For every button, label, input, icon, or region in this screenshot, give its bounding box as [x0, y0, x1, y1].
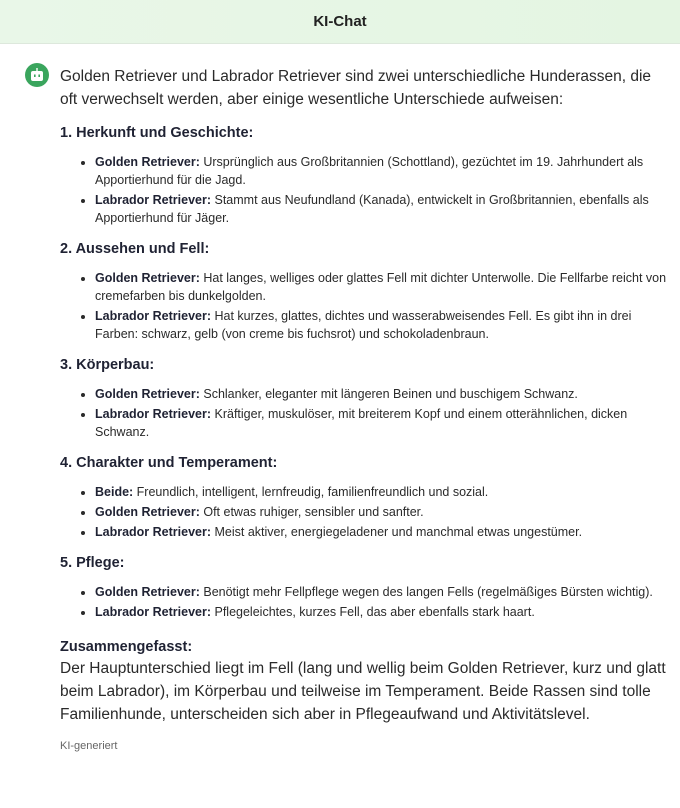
item-text: Ursprünglich aus Großbritannien (Schottland), gezüchtet im 19. Jahrhundert als Apportierhund für die Jagd. [95, 155, 644, 187]
item-label: Labrador Retriever: [95, 525, 212, 539]
chat-header [0, 0, 680, 44]
section-list [95, 153, 670, 227]
item-label: Golden Retriever: [95, 155, 200, 169]
item-label: Labrador Retriever: [95, 193, 212, 207]
summary-title: Zusammengefasst: [60, 639, 193, 655]
section-list [95, 385, 670, 441]
list-item [95, 483, 670, 501]
item-label: Beide: [95, 485, 134, 499]
list-item [95, 385, 670, 403]
item-text: Stammt aus Neufundland (Kanada), entwickelt in Großbritannien, ebenfalls als Apportierhund für Jäger. [95, 193, 649, 225]
item-label: Golden Retriever: [95, 585, 200, 599]
section-heading: 2. Aussehen und Fell: [60, 241, 210, 257]
section-heading: 1. Herkunft und Geschichte: [60, 125, 254, 141]
section-list [95, 269, 670, 343]
summary-text: Der Hauptunterschied liegt im Fell (lang und wellig beim Golden Retriever, kurz und glatt beim Labrador), im Körperbau und teilweise im Temperament. Beide Rassen sind tolle Familienhunde, unterscheiden sich aber in Pflegeaufwand und Aktivitätslevel. [60, 660, 666, 723]
header-title: KI-Chat [313, 13, 367, 30]
list-item [95, 523, 670, 541]
list-item [95, 603, 670, 621]
list-item [95, 269, 670, 305]
ai-generated-label: KI-generiert [60, 740, 118, 752]
item-label: Golden Retriever: [95, 387, 200, 401]
item-label: Labrador Retriever: [95, 605, 212, 619]
item-text: Hat langes, welliges oder glattes Fell mit dichter Unterwolle. Die Fellfarbe reicht von cremefarben bis dunkelgolden. [95, 271, 667, 303]
section-heading: 3. Körperbau: [60, 357, 155, 373]
item-text: Meist aktiver, energiegeladener und manchmal etwas ungestümer. [211, 525, 583, 539]
ai-message [60, 65, 670, 752]
section-heading: 4. Charakter und Temperament: [60, 455, 278, 471]
item-label: Labrador Retriever: [95, 407, 212, 421]
list-item [95, 583, 670, 601]
item-text: Benötigt mehr Fellpflege wegen des langen Fells (regelmäßiges Bürsten wichtig). [199, 585, 653, 599]
item-text: Oft etwas ruhiger, sensibler und sanfter. [199, 505, 424, 519]
message-intro: Golden Retriever und Labrador Retriever sind zwei unterschiedliche Hunderassen, die oft verwechselt werden, aber einige wesentliche Unterschiede aufweisen: [60, 68, 652, 108]
list-item [95, 153, 670, 189]
section-list [95, 583, 670, 621]
item-text: Pflegeleichtes, kurzes Fell, das aber ebenfalls stark haart. [211, 605, 535, 619]
list-item [95, 405, 670, 441]
item-text: Hat kurzes, glattes, dichtes und wasserabweisendes Fell. Es gibt ihn in drei Farben: schwarz, gelb (von creme bis fuchsrot) und schokoladenbraun. [95, 309, 632, 341]
list-item [95, 503, 670, 521]
item-text: Freundlich, intelligent, lernfreudig, familienfreundlich und sozial. [133, 485, 489, 499]
item-label: Golden Retriever: [95, 505, 200, 519]
item-text: Schlanker, eleganter mit längeren Beinen und buschigem Schwanz. [199, 387, 578, 401]
section-heading: 5. Pflege: [60, 555, 125, 571]
item-label: Labrador Retriever: [95, 309, 212, 323]
robot-icon [25, 63, 49, 87]
item-text: Kräftiger, muskulöser, mit breiterem Kopf und einem otterähnlichen, dicken Schwanz. [95, 407, 628, 439]
list-item [95, 307, 670, 343]
list-item [95, 191, 670, 227]
item-label: Golden Retriever: [95, 271, 200, 285]
section-list [95, 483, 670, 541]
